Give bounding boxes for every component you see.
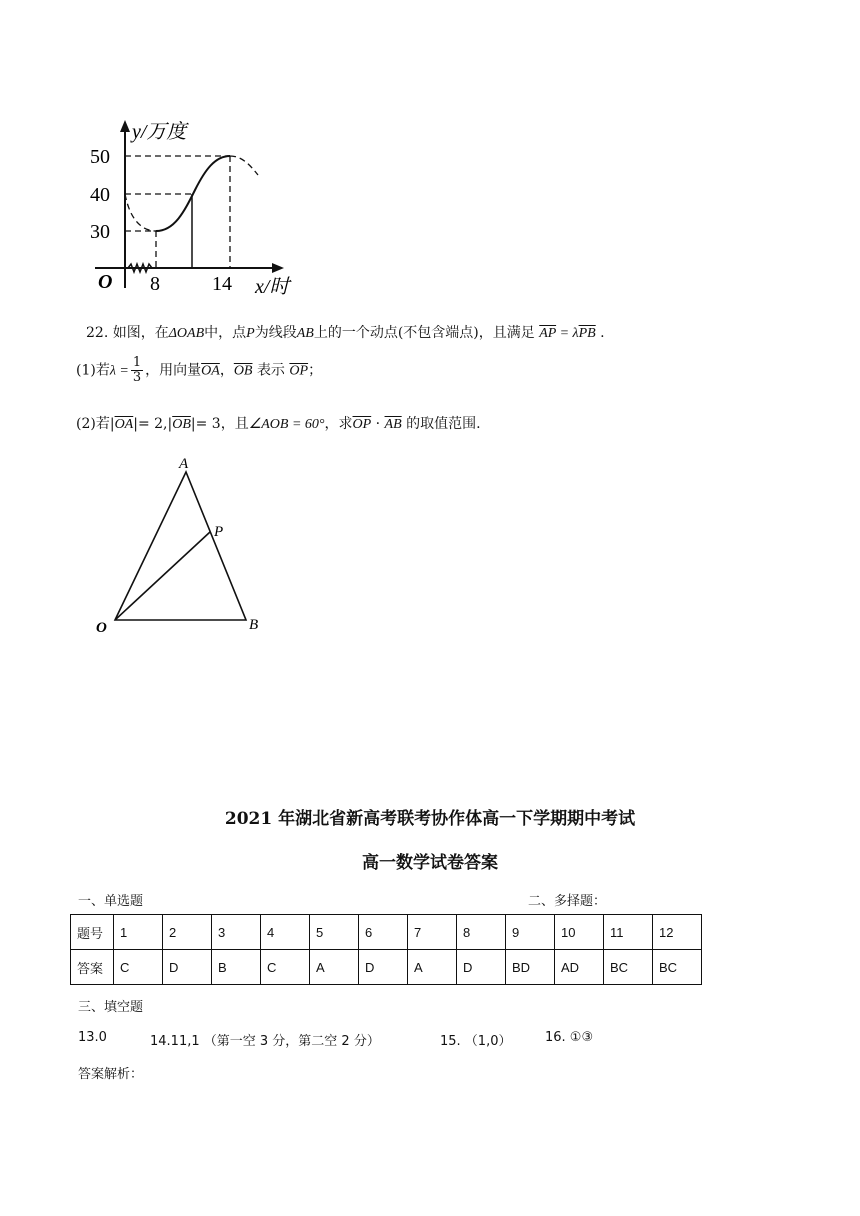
x-axis-arrow	[272, 263, 284, 273]
q22-part2: (2)若$|\overline{OA}|= 2,|\overline{OB}|= 3$，且∠AOB = 60°，求$\overline{OP} \cdot \overline{AB}$ 的取值范围.	[76, 416, 481, 432]
table-cell: D	[457, 950, 506, 985]
origin-label: O	[98, 271, 113, 293]
table-cell: BC	[653, 950, 702, 985]
x-axis-label: x/时	[255, 276, 290, 298]
vector-ob: $\overline{OB}$	[233, 363, 253, 379]
frac-den: 3	[132, 370, 142, 385]
segment-op	[115, 532, 210, 620]
fill-answer-13: 13.0	[78, 1030, 107, 1045]
part2-prefix: (2)若	[76, 416, 110, 432]
part2-end: 的取值范围.	[406, 416, 481, 432]
y-axis-arrow	[120, 120, 130, 132]
y-tick-50: 50	[90, 146, 110, 168]
q22-text: 为线段	[254, 325, 297, 341]
table-cell: 7	[408, 915, 457, 950]
part1-text: ，用向量	[145, 362, 202, 379]
table-cell: 2	[163, 915, 212, 950]
comma: ，	[219, 362, 234, 379]
triangle-oab-shape	[115, 472, 246, 620]
table-cell: 10	[555, 915, 604, 950]
x-tick-14: 14	[212, 273, 232, 295]
vector-ab: $\overline{AB}$	[384, 417, 402, 432]
part1-end: ；	[308, 362, 323, 379]
y-tick-30: 30	[90, 221, 110, 243]
table-cell: 12	[653, 915, 702, 950]
answer-table	[70, 914, 702, 985]
label-o: O	[96, 620, 107, 636]
curve-dashed-left	[125, 194, 156, 231]
part1-text: 表示	[256, 362, 285, 379]
answer-subtitle: 高一数学试卷答案	[362, 853, 498, 873]
table-cell: 4	[261, 915, 310, 950]
answer-title: 2021 年湖北省新高考联考协作体高一下学期期中考试	[224, 809, 636, 829]
period: .	[600, 325, 605, 341]
fill-answer-15: 15. （1,0）	[440, 1034, 512, 1049]
table-cell: B	[212, 950, 261, 985]
table-cell: 1	[114, 915, 163, 950]
table-cell: 8	[457, 915, 506, 950]
vector-ob: $\overline{OB}$	[172, 417, 191, 432]
section-fill-blank: 三、填空题	[78, 1000, 144, 1015]
table-cell: 3	[212, 915, 261, 950]
table-header-answer: 答案	[71, 950, 114, 985]
fill-answer-14: 14.11,1 （第一空 3 分，第二空 2 分）	[150, 1034, 380, 1049]
abs-ob-expr: = 3	[195, 416, 221, 432]
label-b: B	[249, 617, 259, 633]
vector-op: $\overline{OP}$	[352, 417, 372, 432]
section-single-choice: 一、单选题	[78, 894, 144, 909]
table-cell: D	[163, 950, 212, 985]
table-cell: BD	[506, 950, 555, 985]
vector-op: $\overline{OP}$	[289, 363, 309, 379]
table-cell: A	[408, 950, 457, 985]
table-cell: D	[359, 950, 408, 985]
part1-prefix: (1)若	[76, 362, 110, 379]
label-a: A	[179, 456, 189, 472]
vector-oa: $\overline{OA}$	[201, 363, 220, 379]
lambda-eq: λ =	[109, 363, 129, 379]
table-row	[71, 915, 702, 950]
segment-ab: AB	[296, 326, 314, 341]
triangle-figure	[90, 450, 280, 650]
part2-text: ，且	[220, 416, 249, 432]
abs-oa-expr: = 2,	[137, 416, 168, 432]
table-cell: 11	[604, 915, 653, 950]
angle-expr: ∠AOB = 60°	[248, 417, 325, 432]
q22-stem	[86, 322, 605, 342]
q22-number: 22.	[86, 325, 109, 341]
vector-oa: $\overline{OA}$	[114, 417, 134, 432]
table-cell: C	[261, 950, 310, 985]
table-header-number: 题号	[71, 915, 114, 950]
point-p: P	[246, 326, 255, 341]
fill-answer-16: 16. ①③	[545, 1030, 594, 1045]
table-cell: 5	[310, 915, 359, 950]
curve-dashed-right	[230, 156, 258, 175]
vector-ap: $\overline{AP}$	[539, 326, 557, 341]
frac-num: 1	[132, 355, 142, 370]
q22-text: 中，点	[204, 325, 247, 341]
table-cell: 9	[506, 915, 555, 950]
triangle-oab: ΔOAB	[168, 326, 205, 341]
table-cell: C	[114, 950, 163, 985]
q22-part1	[76, 356, 322, 385]
table-row	[71, 950, 702, 985]
table-cell: 6	[359, 915, 408, 950]
table-cell: A	[310, 950, 359, 985]
y-tick-40: 40	[90, 184, 110, 206]
analysis-heading: 答案解析：	[78, 1067, 144, 1082]
dot-operator: ·	[371, 416, 385, 432]
y-axis-label: y/万度	[132, 121, 187, 143]
equals-lambda: = λ	[556, 326, 579, 341]
vector-pb: $\overline{PB}$	[578, 326, 596, 341]
x-tick-8: 8	[150, 273, 160, 295]
fraction-one-third	[131, 356, 143, 385]
label-p: P	[214, 524, 224, 540]
table-cell: AD	[555, 950, 604, 985]
section-multi-choice: 二、多择题：	[528, 894, 607, 909]
part2-text: ，求	[324, 416, 353, 432]
power-usage-graph	[80, 110, 310, 300]
q22-text: 上的一个动点(不包含端点)，且满足	[313, 325, 535, 341]
table-cell: BC	[604, 950, 653, 985]
q22-text: 如图，在	[112, 325, 169, 341]
